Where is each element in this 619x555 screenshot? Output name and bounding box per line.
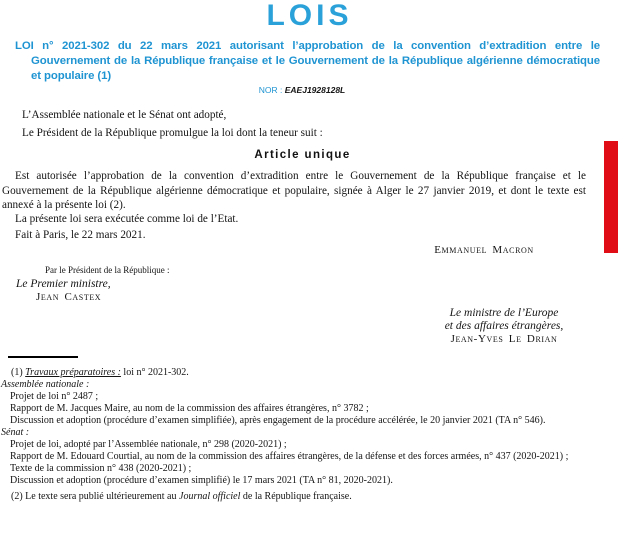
footnote-2-marker: (2) (11, 491, 23, 502)
intro-line-adoption: L’Assemblée nationale et le Sénat ont adopté, (22, 109, 227, 121)
execution-line: La présente loi sera exécutée comme loi de l’Etat. (15, 213, 239, 225)
senat-item-projet: Projet de loi, adopté par l’Assemblée nationale, n° 298 (2020-2021) ; (10, 439, 287, 450)
law-title: LOI n° 2021-302 du 22 mars 2021 autorisant l’approbation de la convention d’extradition entre le Gouvernement de la République française et le Gouvernement de la République algérienne démocratique et populaire (1) (15, 40, 600, 82)
footnote-1-marker: (1) (11, 367, 23, 378)
footnote-1 (1, 367, 597, 379)
nor-label: NOR : (258, 85, 283, 95)
footnote-separator-rule (8, 356, 78, 358)
footnote-2-text-before: Le texte sera publié ultérieurement au (25, 491, 177, 502)
foreign-minister-title-line2: et des affaires étrangères, (444, 319, 564, 332)
footnotes-section (1, 367, 597, 503)
senat-item-rapport: Rapport de M. Edouard Courtial, au nom de la commission des affaires étrangères, de la défense et des forces armées, n° 437 (2020-2021) ; (10, 451, 569, 462)
footnote-1-text: loi n° 2021-302. (123, 367, 189, 378)
article-unique-heading: Article unique (254, 149, 351, 161)
president-signature-name: Emmanuel Macron (434, 244, 534, 256)
assemblee-item-rapport: Rapport de M. Jacques Maire, au nom de la commission des affaires étrangères, n° 3782 ; (10, 403, 369, 414)
footnote-2 (1, 491, 597, 503)
red-edge-marker-bar (604, 141, 618, 253)
footnote-1-label: Travaux préparatoires : (25, 367, 121, 378)
prime-minister-name: Jean Castex (36, 291, 102, 303)
countersign-intro: Par le Président de la République : (45, 265, 170, 275)
assemblee-item-projet: Projet de loi n° 2487 ; (10, 391, 99, 402)
intro-line-promulgation: Le Président de la République promulgue la loi dont la teneur suit : (22, 127, 323, 139)
foreign-minister-name: Jean-Yves Le Drian (450, 333, 558, 345)
nor-line (0, 85, 604, 95)
article-unique-text: Est autorisée l’approbation de la convention d’extradition entre le Gouvernement de la République française et le Gouvernement de la République algérienne démocratique et populaire, signée à Alger le 27 janvier 2019, et dont le texte est annexé à la présente loi (2). (2, 170, 586, 212)
section-title-lois: LOIS (266, 0, 353, 32)
footnote-2-text-after: de la République française. (242, 491, 352, 502)
prime-minister-title: Le Premier ministre, (16, 278, 111, 290)
assemblee-item-discussion: Discussion et adoption (procédure d’examen simplifiée), après engagement de la procédure accélérée, le 20 janvier 2021 (TA n° 546). (10, 415, 546, 426)
senat-item-texte: Texte de la commission n° 438 (2020-2021) ; (10, 463, 192, 474)
place-date-line: Fait à Paris, le 22 mars 2021. (15, 229, 146, 241)
footnote-2-journal-officiel: Journal officiel (179, 491, 241, 502)
assemblee-nationale-heading: Assemblée nationale : (1, 379, 90, 390)
foreign-minister-signature-block (436, 307, 572, 346)
nor-value: EAEJ1928128L (284, 85, 346, 95)
foreign-minister-title-line1: Le ministre de l’Europe (449, 307, 559, 319)
senat-heading: Sénat : (1, 427, 30, 438)
senat-item-discussion: Discussion et adoption (procédure d’examen simplifié) le 17 mars 2021 (TA n° 81, 2020-2021). (10, 475, 393, 486)
